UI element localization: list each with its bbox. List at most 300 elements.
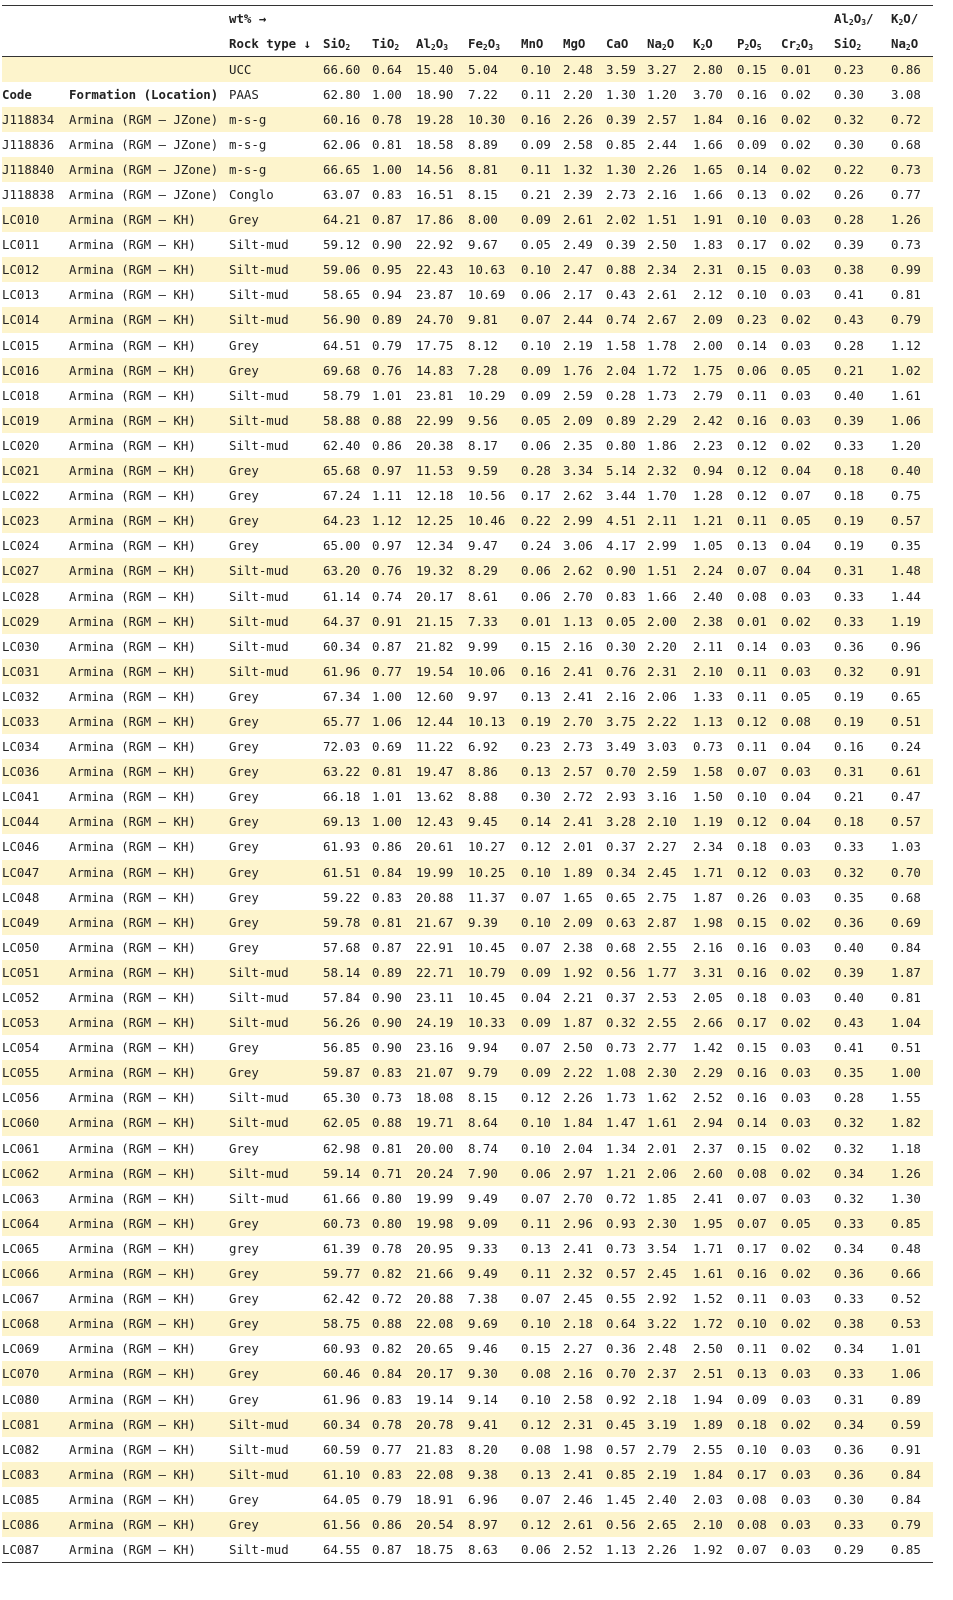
cell-code: LC013 bbox=[2, 287, 40, 303]
cell-formation: Armina (RGM – JZone) bbox=[69, 111, 219, 127]
cell-value: 0.18 bbox=[737, 990, 767, 1006]
cell-value: 0.51 bbox=[891, 1040, 921, 1056]
cell-value: 60.93 bbox=[323, 1341, 361, 1357]
cell-value: 0.88 bbox=[372, 1316, 402, 1332]
table-row bbox=[2, 207, 933, 232]
cell-value: 0.07 bbox=[781, 488, 811, 504]
cell-value: 20.17 bbox=[416, 1366, 454, 1382]
table-row bbox=[2, 1186, 933, 1211]
cell-value: 61.96 bbox=[323, 663, 361, 679]
cell-value: 1.18 bbox=[891, 1140, 921, 1156]
cell-value: 0.12 bbox=[737, 488, 767, 504]
cell-value: 0.10 bbox=[737, 287, 767, 303]
cell-value: 2.77 bbox=[647, 1040, 677, 1056]
cell-value: 10.13 bbox=[468, 713, 506, 729]
cell-value: 0.28 bbox=[606, 387, 636, 403]
cell-rock-type: Silt-mud bbox=[229, 1190, 289, 1206]
cell-rock-type: Silt-mud bbox=[229, 964, 289, 980]
cell-value: 0.05 bbox=[521, 237, 551, 253]
cell-value: 0.28 bbox=[834, 212, 864, 228]
cell-value: 2.41 bbox=[563, 663, 593, 679]
cell-rock-type: Grey bbox=[229, 1140, 259, 1156]
cell-rock-type: Conglo bbox=[229, 187, 274, 203]
cell-code: LC069 bbox=[2, 1341, 40, 1357]
table-row bbox=[2, 1211, 933, 1236]
cell-value: 0.33 bbox=[834, 1291, 864, 1307]
cell-code: LC048 bbox=[2, 889, 40, 905]
cell-value: 0.07 bbox=[521, 1291, 551, 1307]
cell-value: 2.23 bbox=[693, 437, 723, 453]
cell-value: 1.76 bbox=[563, 362, 593, 378]
cell-value: 20.88 bbox=[416, 889, 454, 905]
cell-value: 2.60 bbox=[693, 1165, 723, 1181]
cell-value: 3.59 bbox=[606, 61, 636, 77]
cell-value: 0.63 bbox=[606, 914, 636, 930]
column-header-3: $Fe_2O_3$ bbox=[468, 31, 521, 57]
cell-value: 0.68 bbox=[606, 939, 636, 955]
cell-value: 2.34 bbox=[693, 839, 723, 855]
cell-value: 0.02 bbox=[781, 613, 811, 629]
cell-code: LC070 bbox=[2, 1366, 40, 1382]
cell-value: 61.93 bbox=[323, 839, 361, 855]
cell-value: 0.80 bbox=[606, 437, 636, 453]
cell-value: 0.69 bbox=[372, 739, 402, 755]
cell-rock-type: Grey bbox=[229, 1491, 259, 1507]
cell-value: 0.07 bbox=[521, 1040, 551, 1056]
cell-value: 0.26 bbox=[737, 889, 767, 905]
cell-value: 0.35 bbox=[834, 1065, 864, 1081]
cell-value: 2.67 bbox=[647, 312, 677, 328]
cell-rock-type: Grey bbox=[229, 764, 259, 780]
cell-value: 59.22 bbox=[323, 889, 361, 905]
cell-value: 8.00 bbox=[468, 212, 498, 228]
cell-value: 0.18 bbox=[737, 1416, 767, 1432]
cell-formation: Armina (RGM – KH) bbox=[69, 764, 196, 780]
cell-value: 0.73 bbox=[372, 1090, 402, 1106]
cell-value: 8.15 bbox=[468, 187, 498, 203]
cell-value: 0.16 bbox=[737, 964, 767, 980]
cell-value: 0.99 bbox=[891, 262, 921, 278]
cell-value: 0.76 bbox=[372, 563, 402, 579]
cell-value: 2.16 bbox=[606, 688, 636, 704]
cell-value: 0.03 bbox=[781, 764, 811, 780]
cell-value: 1.08 bbox=[606, 1065, 636, 1081]
cell-value: 1.70 bbox=[647, 488, 677, 504]
cell-value: 0.18 bbox=[737, 839, 767, 855]
cell-rock-type: Silt-mud bbox=[229, 663, 289, 679]
cell-value: 1.01 bbox=[372, 387, 402, 403]
cell-value: 61.56 bbox=[323, 1516, 361, 1532]
cell-value: 2.12 bbox=[693, 287, 723, 303]
cell-formation: Armina (RGM – KH) bbox=[69, 437, 196, 453]
cell-value: 0.39 bbox=[834, 237, 864, 253]
table-row bbox=[2, 358, 933, 383]
cell-value: 1.61 bbox=[647, 1115, 677, 1131]
cell-value: 0.83 bbox=[372, 1065, 402, 1081]
cell-value: 0.97 bbox=[372, 538, 402, 554]
cell-value: 0.01 bbox=[737, 613, 767, 629]
cell-value: 1.91 bbox=[693, 212, 723, 228]
cell-value: 0.30 bbox=[834, 1491, 864, 1507]
table-row bbox=[2, 333, 933, 358]
cell-value: 0.57 bbox=[891, 513, 921, 529]
cell-value: 2.02 bbox=[606, 212, 636, 228]
table-row bbox=[2, 57, 933, 82]
cell-value: 0.07 bbox=[737, 1541, 767, 1557]
cell-value: 0.94 bbox=[693, 463, 723, 479]
cell-value: 0.10 bbox=[521, 337, 551, 353]
cell-value: 0.06 bbox=[521, 437, 551, 453]
cell-value: 2.92 bbox=[647, 1291, 677, 1307]
cell-value: 2.48 bbox=[647, 1341, 677, 1357]
cell-value: 0.08 bbox=[521, 1441, 551, 1457]
cell-value: 0.13 bbox=[521, 688, 551, 704]
cell-value: 0.36 bbox=[834, 914, 864, 930]
cell-value: 12.60 bbox=[416, 688, 454, 704]
cell-value: 0.81 bbox=[891, 990, 921, 1006]
cell-code: LC049 bbox=[2, 914, 40, 930]
cell-value: 0.81 bbox=[372, 914, 402, 930]
cell-value: 2.31 bbox=[563, 1416, 593, 1432]
cell-value: 2.66 bbox=[693, 1015, 723, 1031]
cell-value: 18.08 bbox=[416, 1090, 454, 1106]
cell-value: 0.13 bbox=[737, 1366, 767, 1382]
cell-value: 0.39 bbox=[834, 412, 864, 428]
cell-value: 0.72 bbox=[372, 1291, 402, 1307]
cell-value: 0.56 bbox=[606, 1516, 636, 1532]
cell-formation: Armina (RGM – KH) bbox=[69, 362, 196, 378]
cell-value: 0.03 bbox=[781, 588, 811, 604]
cell-formation: Armina (RGM – KH) bbox=[69, 1215, 196, 1231]
cell-value: 63.22 bbox=[323, 764, 361, 780]
cell-value: 2.39 bbox=[563, 187, 593, 203]
cell-value: 0.47 bbox=[891, 789, 921, 805]
cell-code: LC024 bbox=[2, 538, 40, 554]
cell-value: 0.79 bbox=[891, 1516, 921, 1532]
cell-value: 1.04 bbox=[891, 1015, 921, 1031]
cell-value: 60.16 bbox=[323, 111, 361, 127]
cell-value: 0.35 bbox=[891, 538, 921, 554]
cell-formation: Armina (RGM – KH) bbox=[69, 739, 196, 755]
cell-value: 2.04 bbox=[563, 1140, 593, 1156]
cell-value: 0.16 bbox=[737, 1065, 767, 1081]
cell-value: 21.07 bbox=[416, 1065, 454, 1081]
cell-value: 2.57 bbox=[647, 111, 677, 127]
cell-value: 60.34 bbox=[323, 638, 361, 654]
cell-formation: Armina (RGM – KH) bbox=[69, 1065, 196, 1081]
cell-value: 0.12 bbox=[521, 1416, 551, 1432]
cell-value: 3.75 bbox=[606, 713, 636, 729]
cell-value: 1.85 bbox=[647, 1190, 677, 1206]
cell-rock-type: Silt-mud bbox=[229, 287, 289, 303]
cell-value: 64.23 bbox=[323, 513, 361, 529]
cell-value: 1.06 bbox=[891, 412, 921, 428]
cell-value: 1.20 bbox=[891, 437, 921, 453]
cell-value: 22.43 bbox=[416, 262, 454, 278]
cell-value: 2.50 bbox=[647, 237, 677, 253]
table-header bbox=[2, 6, 933, 57]
cell-rock-type: grey bbox=[229, 1240, 259, 1256]
cell-rock-type: Grey bbox=[229, 1341, 259, 1357]
cell-code: LC031 bbox=[2, 663, 40, 679]
cell-value: 6.92 bbox=[468, 739, 498, 755]
cell-value: 0.11 bbox=[521, 161, 551, 177]
cell-value: 1.33 bbox=[693, 688, 723, 704]
cell-code: LC012 bbox=[2, 262, 40, 278]
cell-value: 0.61 bbox=[891, 764, 921, 780]
cell-rock-type: Grey bbox=[229, 513, 259, 529]
cell-value: 0.03 bbox=[781, 1065, 811, 1081]
column-header-0: SiO$_2$ bbox=[323, 31, 372, 57]
cell-value: 2.26 bbox=[647, 1541, 677, 1557]
table-row bbox=[2, 1311, 933, 1336]
cell-value: 23.81 bbox=[416, 387, 454, 403]
cell-formation: Armina (RGM – KH) bbox=[69, 538, 196, 554]
cell-value: 0.03 bbox=[781, 638, 811, 654]
cell-formation: Armina (RGM – KH) bbox=[69, 839, 196, 855]
cell-value: 63.07 bbox=[323, 187, 361, 203]
cell-code: LC020 bbox=[2, 437, 40, 453]
cell-formation: Armina (RGM – KH) bbox=[69, 387, 196, 403]
cell-rock-type: Silt-mud bbox=[229, 638, 289, 654]
cell-value: 7.22 bbox=[468, 86, 498, 102]
cell-value: 0.79 bbox=[372, 337, 402, 353]
cell-value: 20.95 bbox=[416, 1240, 454, 1256]
cell-value: 2.11 bbox=[647, 513, 677, 529]
cell-value: 0.84 bbox=[891, 1466, 921, 1482]
cell-value: 0.09 bbox=[521, 1065, 551, 1081]
cell-rock-type: UCC bbox=[229, 61, 252, 77]
cell-rock-type: Grey bbox=[229, 1215, 259, 1231]
cell-value: 2.09 bbox=[563, 412, 593, 428]
cell-value: 60.34 bbox=[323, 1416, 361, 1432]
cell-value: 0.09 bbox=[737, 1391, 767, 1407]
cell-value: 12.34 bbox=[416, 538, 454, 554]
cell-formation: Armina (RGM – KH) bbox=[69, 1115, 196, 1131]
cell-value: 24.70 bbox=[416, 312, 454, 328]
cell-value: 2.47 bbox=[563, 262, 593, 278]
cell-value: 4.17 bbox=[606, 538, 636, 554]
cell-value: 0.03 bbox=[781, 412, 811, 428]
header-row-2 bbox=[2, 31, 933, 57]
cell-value: 1.77 bbox=[647, 964, 677, 980]
cell-value: 0.73 bbox=[891, 161, 921, 177]
cell-rock-type: Grey bbox=[229, 1065, 259, 1081]
cell-value: 0.33 bbox=[834, 1516, 864, 1532]
cell-value: 8.20 bbox=[468, 1441, 498, 1457]
cell-value: 2.22 bbox=[563, 1065, 593, 1081]
cell-value: 57.68 bbox=[323, 939, 361, 955]
cell-value: 14.83 bbox=[416, 362, 454, 378]
cell-value: 62.80 bbox=[323, 86, 361, 102]
cell-value: 20.65 bbox=[416, 1341, 454, 1357]
table-row bbox=[2, 1010, 933, 1035]
cell-value: 0.03 bbox=[781, 1115, 811, 1131]
cell-value: 0.26 bbox=[834, 187, 864, 203]
cell-value: 0.34 bbox=[834, 1416, 864, 1432]
cell-value: 0.09 bbox=[737, 136, 767, 152]
cell-value: 2.05 bbox=[693, 990, 723, 1006]
cell-value: 0.89 bbox=[372, 312, 402, 328]
cell-value: 2.59 bbox=[647, 764, 677, 780]
cell-value: 0.16 bbox=[521, 111, 551, 127]
cell-value: 7.38 bbox=[468, 1291, 498, 1307]
cell-value: 0.23 bbox=[521, 739, 551, 755]
cell-formation: Armina (RGM – KH) bbox=[69, 1090, 196, 1106]
cell-value: 2.41 bbox=[693, 1190, 723, 1206]
cell-value: 2.79 bbox=[693, 387, 723, 403]
cell-code: LC046 bbox=[2, 839, 40, 855]
cell-code: LC011 bbox=[2, 237, 40, 253]
cell-value: 0.18 bbox=[834, 488, 864, 504]
cell-rock-type: Silt-mud bbox=[229, 412, 289, 428]
cell-value: 0.09 bbox=[521, 362, 551, 378]
cell-value: 0.77 bbox=[372, 663, 402, 679]
cell-value: 0.13 bbox=[737, 538, 767, 554]
cell-value: 0.23 bbox=[737, 312, 767, 328]
cell-value: 2.79 bbox=[647, 1441, 677, 1457]
cell-value: 2.03 bbox=[693, 1491, 723, 1507]
cell-code: LC016 bbox=[2, 362, 40, 378]
cell-value: 0.77 bbox=[372, 1441, 402, 1457]
cell-value: 0.88 bbox=[606, 262, 636, 278]
cell-value: 0.84 bbox=[372, 1366, 402, 1382]
cell-rock-type: Grey bbox=[229, 488, 259, 504]
cell-value: 11.53 bbox=[416, 463, 454, 479]
cell-value: 1.84 bbox=[693, 111, 723, 127]
cell-rock-type: Silt-mud bbox=[229, 1541, 289, 1557]
cell-value: 0.83 bbox=[372, 1391, 402, 1407]
cell-value: 0.05 bbox=[781, 362, 811, 378]
cell-value: 0.78 bbox=[372, 1240, 402, 1256]
cell-formation: Armina (RGM – KH) bbox=[69, 864, 196, 880]
cell-value: 23.16 bbox=[416, 1040, 454, 1056]
cell-value: 0.03 bbox=[781, 839, 811, 855]
cell-value: 0.15 bbox=[737, 1140, 767, 1156]
cell-value: 0.03 bbox=[781, 1040, 811, 1056]
cell-value: 0.02 bbox=[781, 1140, 811, 1156]
cell-value: 0.37 bbox=[606, 990, 636, 1006]
cell-rock-type: Grey bbox=[229, 362, 259, 378]
cell-value: 0.72 bbox=[891, 111, 921, 127]
cell-value: 2.73 bbox=[606, 187, 636, 203]
cell-value: 0.36 bbox=[606, 1341, 636, 1357]
cell-value: 19.14 bbox=[416, 1391, 454, 1407]
cell-value: 2.16 bbox=[647, 187, 677, 203]
cell-value: 0.39 bbox=[606, 237, 636, 253]
table-row bbox=[2, 860, 933, 885]
cell-value: 0.07 bbox=[521, 1491, 551, 1507]
cell-formation: Armina (RGM – KH) bbox=[69, 990, 196, 1006]
table-row bbox=[2, 82, 933, 107]
cell-value: 0.53 bbox=[891, 1316, 921, 1332]
cell-value: 0.02 bbox=[781, 437, 811, 453]
cell-formation: Armina (RGM – JZone) bbox=[69, 136, 219, 152]
cell-value: 0.88 bbox=[372, 412, 402, 428]
table-row bbox=[2, 1060, 933, 1085]
ratio-k-na-bottom: $Na_2O$ bbox=[891, 31, 933, 57]
cell-value: 0.90 bbox=[606, 563, 636, 579]
cell-value: 0.03 bbox=[781, 1391, 811, 1407]
cell-value: 0.10 bbox=[737, 212, 767, 228]
cell-value: 0.81 bbox=[372, 136, 402, 152]
cell-formation: Armina (RGM – KH) bbox=[69, 1266, 196, 1282]
cell-value: 0.11 bbox=[737, 1291, 767, 1307]
cell-value: 58.75 bbox=[323, 1316, 361, 1332]
cell-value: 1.73 bbox=[606, 1090, 636, 1106]
cell-value: 0.57 bbox=[891, 814, 921, 830]
cell-value: 0.33 bbox=[834, 437, 864, 453]
cell-value: 64.55 bbox=[323, 1541, 361, 1557]
cell-value: 8.88 bbox=[468, 789, 498, 805]
cell-value: 12.44 bbox=[416, 713, 454, 729]
cell-value: 2.65 bbox=[647, 1516, 677, 1532]
cell-value: 9.49 bbox=[468, 1190, 498, 1206]
cell-value: 1.01 bbox=[891, 1341, 921, 1357]
cell-code: LC028 bbox=[2, 588, 40, 604]
cell-value: 0.04 bbox=[781, 463, 811, 479]
cell-value: 0.11 bbox=[737, 1341, 767, 1357]
cell-value: 0.15 bbox=[521, 638, 551, 654]
cell-value: 0.88 bbox=[372, 1115, 402, 1131]
cell-code: LC087 bbox=[2, 1541, 40, 1557]
cell-value: 0.10 bbox=[521, 1391, 551, 1407]
cell-value: 66.65 bbox=[323, 161, 361, 177]
cell-value: 3.44 bbox=[606, 488, 636, 504]
column-header-7: $Na_2O$ bbox=[647, 31, 693, 57]
table-row bbox=[2, 1110, 933, 1135]
cell-value: 2.09 bbox=[563, 914, 593, 930]
cell-value: 1.03 bbox=[891, 839, 921, 855]
cell-value: 10.33 bbox=[468, 1015, 506, 1031]
table-row bbox=[2, 508, 933, 533]
cell-code: LC023 bbox=[2, 513, 40, 529]
cell-value: 0.86 bbox=[372, 1516, 402, 1532]
cell-value: 58.14 bbox=[323, 964, 361, 980]
cell-value: 0.39 bbox=[606, 111, 636, 127]
cell-value: 1.48 bbox=[891, 563, 921, 579]
cell-value: 2.31 bbox=[647, 663, 677, 679]
cell-value: 59.78 bbox=[323, 914, 361, 930]
cell-value: 0.28 bbox=[834, 337, 864, 353]
cell-value: 0.07 bbox=[737, 563, 767, 579]
cell-value: 0.30 bbox=[521, 789, 551, 805]
cell-value: 14.56 bbox=[416, 161, 454, 177]
cell-value: 18.75 bbox=[416, 1541, 454, 1557]
cell-value: 0.37 bbox=[606, 839, 636, 855]
cell-value: 0.21 bbox=[834, 362, 864, 378]
cell-value: 2.61 bbox=[647, 287, 677, 303]
cell-value: 0.40 bbox=[834, 990, 864, 1006]
cell-formation: Armina (RGM – KH) bbox=[69, 663, 196, 679]
cell-value: 0.12 bbox=[737, 713, 767, 729]
cell-value: 0.68 bbox=[891, 136, 921, 152]
cell-value: 2.50 bbox=[563, 1040, 593, 1056]
cell-value: 2.16 bbox=[693, 939, 723, 955]
cell-value: 7.33 bbox=[468, 613, 498, 629]
cell-formation: Armina (RGM – KH) bbox=[69, 1466, 196, 1482]
cell-value: 0.08 bbox=[521, 1366, 551, 1382]
cell-value: 0.59 bbox=[891, 1416, 921, 1432]
cell-rock-type: Silt-mud bbox=[229, 1015, 289, 1031]
cell-value: 2.17 bbox=[563, 287, 593, 303]
cell-value: 0.12 bbox=[737, 864, 767, 880]
cell-value: 19.99 bbox=[416, 864, 454, 880]
cell-value: 20.17 bbox=[416, 588, 454, 604]
cell-value: 0.07 bbox=[521, 1190, 551, 1206]
cell-value: 1.87 bbox=[563, 1015, 593, 1031]
cell-rock-type: Grey bbox=[229, 1040, 259, 1056]
